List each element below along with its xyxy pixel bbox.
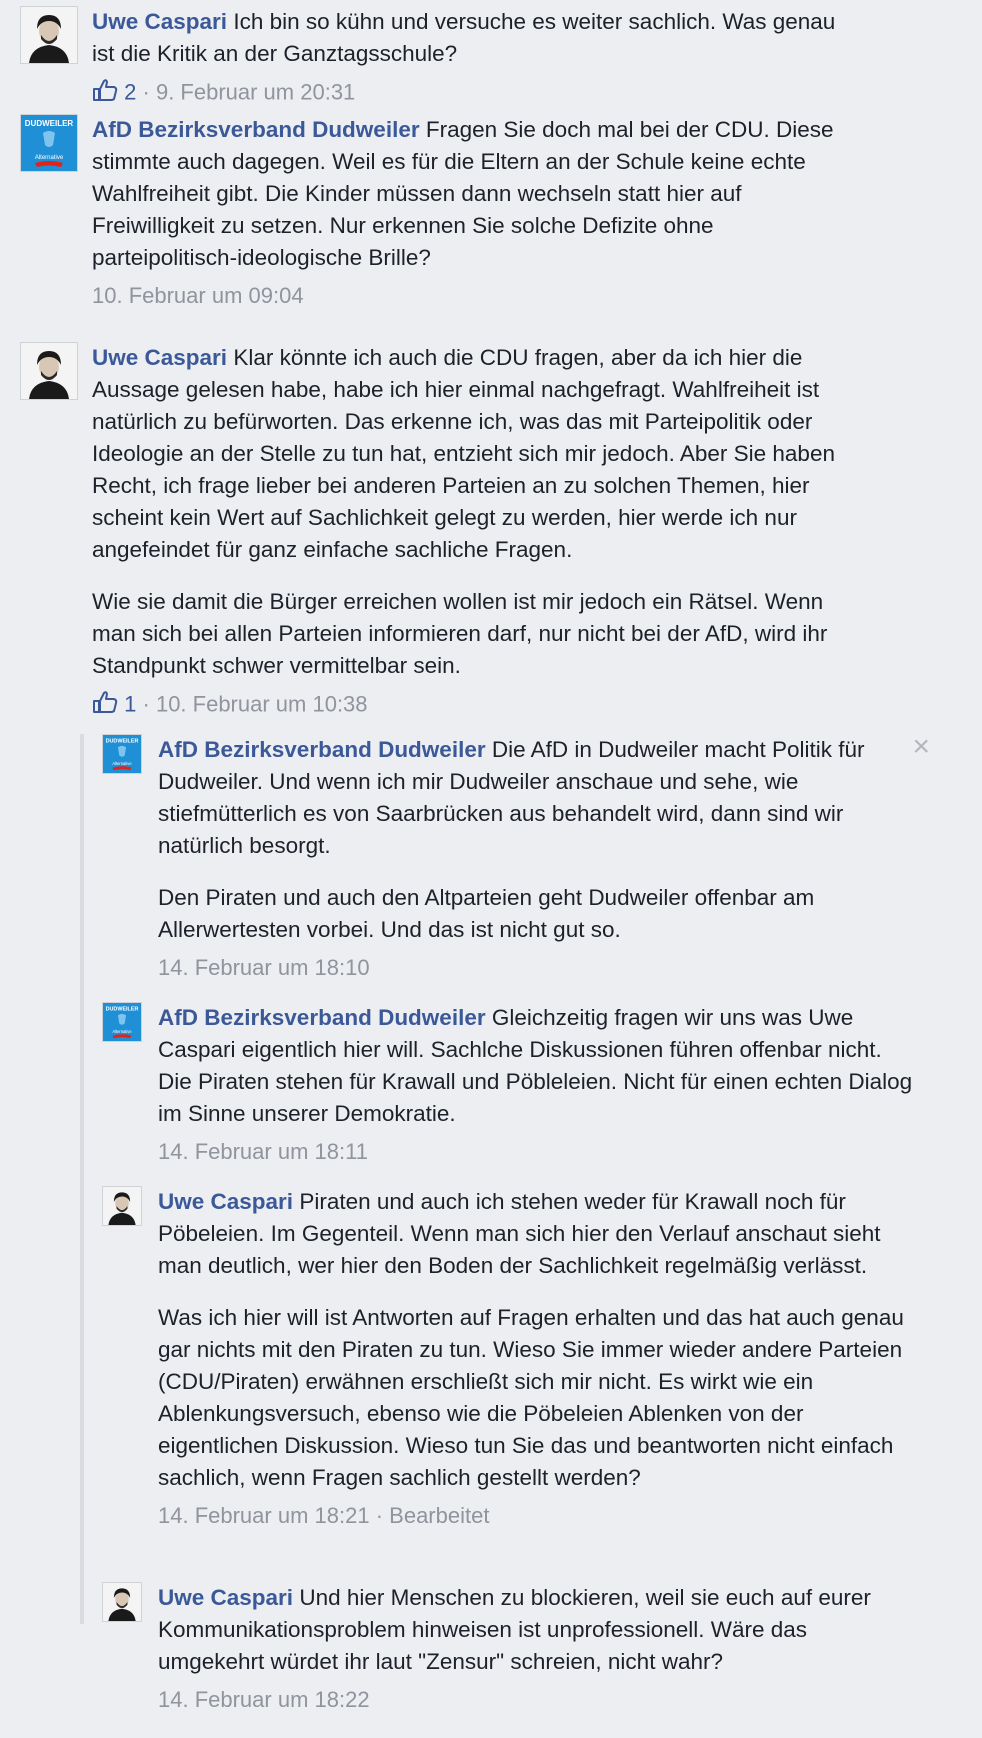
timestamp[interactable]: 14. Februar um 18:11 <box>158 1139 368 1164</box>
reply-thread-line <box>80 734 84 1624</box>
avatar-afd-dudweiler[interactable] <box>102 734 142 774</box>
comment-author[interactable]: Uwe Caspari <box>92 9 228 34</box>
timestamp[interactable]: 14. Februar um 18:10 <box>158 955 370 980</box>
timestamp[interactable]: 14. Februar um 18:21 <box>158 1503 370 1528</box>
comment-meta <box>92 690 852 721</box>
reply-meta <box>158 954 918 982</box>
comment-meta <box>92 78 852 109</box>
separator: · <box>142 691 150 717</box>
reply-text: Uwe Caspari Und hier Menschen zu blockieren, weil sie euch auf eurer Kommunikationsproblem hinweisen ist unprofessionell. Wäre das umgekehrt würdet ihr laut "Zensur" schreien, nicht wahr? <box>158 1585 871 1674</box>
reply-author[interactable]: Uwe Caspari <box>158 1585 294 1610</box>
timestamp[interactable]: 14. Februar um 18:22 <box>158 1687 370 1712</box>
reply-meta <box>158 1686 918 1714</box>
like-count[interactable]: 1 <box>124 691 137 717</box>
reply-author[interactable]: Uwe Caspari <box>158 1189 294 1214</box>
avatar-afd-dudweiler[interactable] <box>20 114 78 172</box>
reply-meta <box>158 1138 918 1166</box>
svg-text:Alternative: Alternative <box>112 760 132 766</box>
reply-author[interactable]: AfD Bezirksverband Dudweiler <box>158 1005 486 1030</box>
separator: · <box>375 1503 384 1528</box>
avatar-uwe-caspari[interactable] <box>20 6 78 64</box>
timestamp[interactable]: 9. Februar um 20:31 <box>155 79 356 105</box>
avatar-uwe-caspari[interactable] <box>102 1582 142 1622</box>
like-count[interactable]: 2 <box>124 79 137 105</box>
reply-text: AfD Bezirksverband Dudweiler Gleichzeitig fragen wir uns was Uwe Caspari eigentlich hier will. Sachlche Diskussionen führen offenbar nicht. Die Piraten stehen für Krawall und Pöbleleien. Nicht für einen echten Dialog im Sinne unserer Demokratie. <box>158 1005 913 1126</box>
reply-author[interactable]: AfD Bezirksverband Dudweiler <box>158 737 486 762</box>
avatar-uwe-caspari[interactable] <box>102 1186 142 1226</box>
comment-text: AfD Bezirksverband Dudweiler Fragen Sie doch mal bei der CDU. Diese stimmte auch dagegen. Weil es für die Eltern an der Schule keine echte Wahlfreiheit gibt. Die Kinder müssen dann wechseln statt hier auf Freiwilligkeit zu setzen. Nur erkennen Sie solche Defizite ohne parteipolitisch-ideologische Brille? <box>92 117 834 270</box>
svg-text:DUDWEILER: DUDWEILER <box>105 1006 139 1013</box>
svg-text:DUDWEILER: DUDWEILER <box>105 738 139 745</box>
like-icon[interactable] <box>92 690 118 721</box>
reply-text: AfD Bezirksverband Dudweiler Die AfD in Dudweiler macht Politik für Dudweiler. Und wenn ich mir Dudweiler anschaue und sehe, wie stiefmütterlich es von Saarbrücken aus behandelt wird, dann sind wir natürlich besorgt. <box>158 737 865 858</box>
comment-text: Uwe Caspari Ich bin so kühn und versuche es weiter sachlich. Was genau ist die Kritik an der Ganztagsschule? <box>92 9 836 66</box>
reply-meta <box>158 1502 918 1530</box>
reply-text: Uwe Caspari Piraten und auch ich stehen weder für Krawall noch für Pöbeleien. Im Gegenteil. Wenn man sich hier den Verlauf anschaut sieht man deutlich, wer hier den Boden der Sachlichkeit regelmäßig verlässt. <box>158 1189 881 1278</box>
like-icon[interactable] <box>92 78 118 109</box>
svg-text:Alternative: Alternative <box>112 1028 132 1034</box>
comment-author[interactable]: Uwe Caspari <box>92 345 228 370</box>
timestamp[interactable]: 10. Februar um 09:04 <box>92 283 304 308</box>
comment-text: Wie sie damit die Bürger erreichen wollen ist mir jedoch ein Rätsel. Wenn man sich bei allen Parteien informieren darf, nur nicht bei der AfD, wird ihr Standpunkt schwer vermittelbar sein. <box>92 589 828 678</box>
comment-text: Uwe Caspari Klar könnte ich auch die CDU fragen, aber da ich hier die Aussage gelesen habe, habe ich hier einmal nachgefragt. Wahlfreiheit ist natürlich zu befürworten. Das erkenne ich, was das mit Parteipolitik oder Ideologie an der Stelle zu tun hat, entzieht sich mir jedoch. Aber Sie haben Recht, ich frage lieber bei anderen Parteien an zu solchen Themen, hier scheint kein Wert auf Sachlichkeit gelegt zu werden, hier werde ich nur angefeindet für ganz einfache sachliche Fragen. <box>92 345 835 562</box>
svg-text:DUDWEILER: DUDWEILER <box>24 119 74 128</box>
reply-text: Was ich hier will ist Antworten auf Fragen erhalten und das hat auch genau gar nichts mit den Piraten zu tun. Wieso Sie immer wieder andere Parteien (CDU/Piraten) erwähnen erschließt sich mir nicht. Es wirkt wie ein Ablenkungsversuch, ebenso wie die Pöbeleien Ablenken von der eigentlichen Diskussion. Wieso tun Sie das und beantworten nicht einfach sachlich, wenn Fragen sachlich gestellt werden? <box>158 1305 904 1490</box>
timestamp[interactable]: 10. Februar um 10:38 <box>155 691 368 717</box>
separator: · <box>142 79 150 105</box>
avatar-uwe-caspari[interactable] <box>20 342 78 400</box>
comment-meta <box>92 282 852 310</box>
avatar-afd-dudweiler[interactable] <box>102 1002 142 1042</box>
comment-author[interactable]: AfD Bezirksverband Dudweiler <box>92 117 420 142</box>
edited-label[interactable]: Bearbeitet <box>389 1503 490 1528</box>
svg-text:Alternative: Alternative <box>34 155 64 161</box>
close-icon[interactable]: × <box>912 730 930 763</box>
reply-text: Den Piraten und auch den Altparteien geht Dudweiler offenbar am Allerwertesten vorbei. Und das ist nicht gut so. <box>158 885 815 942</box>
